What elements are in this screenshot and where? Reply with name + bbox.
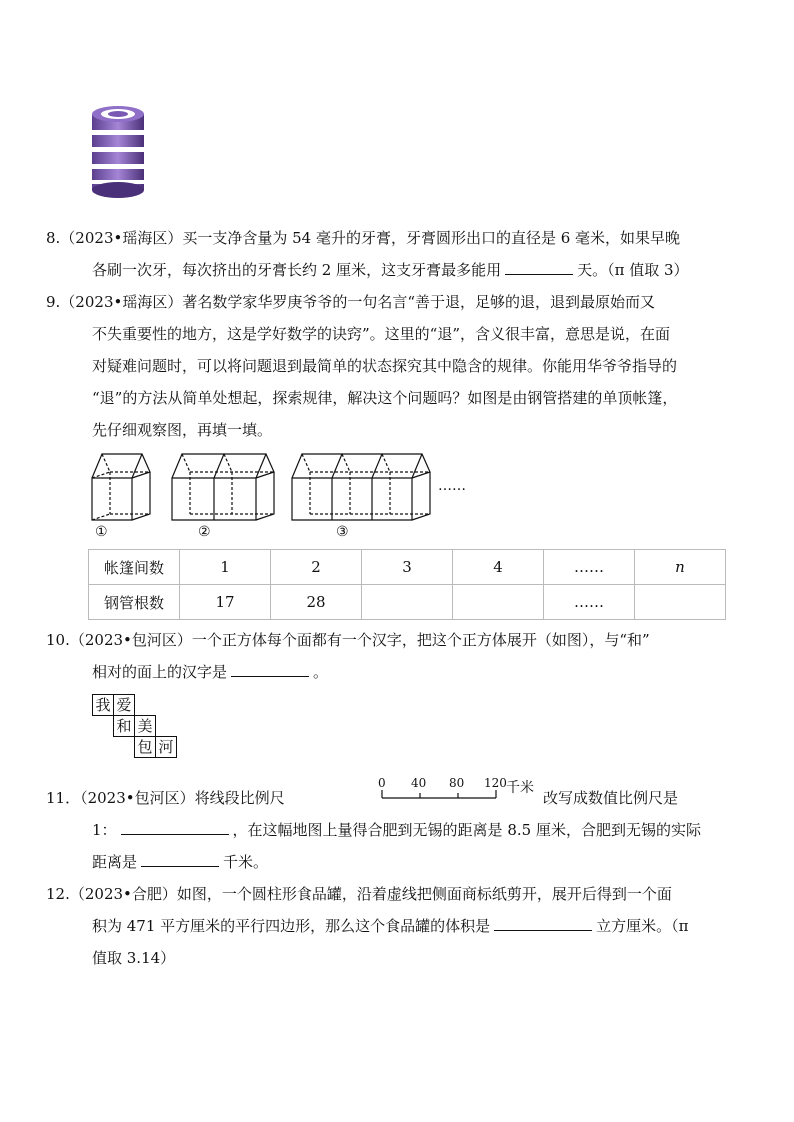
stacked-cylinder-image bbox=[88, 104, 148, 200]
tent-pipe-table bbox=[88, 549, 726, 620]
problem-11-text-before-blank: 距离是 bbox=[92, 853, 138, 871]
problem-9-line-5: 先仔细观察图，再填一填。 bbox=[92, 421, 273, 439]
table-cell: 28 bbox=[271, 585, 362, 620]
problem-11-text-after-blank: ，在这幅地图上量得合肥到无锡的距离是 8.5 厘米，合肥到无锡的实际 bbox=[232, 821, 701, 839]
answer-blank-11b[interactable] bbox=[141, 852, 219, 867]
problem-11-line-3 bbox=[92, 852, 268, 872]
problem-12-line-1: 12.（2023•合肥）如图，一个圆柱形食品罐，沿着虚线把侧面商标纸剪开，展开后得到一个面 bbox=[46, 885, 672, 903]
answer-blank-8[interactable] bbox=[505, 260, 573, 275]
problem-9-line-3: 对疑难问题时，可以将问题退到最简单的状态探究其中隐含的规律。你能用华爷爷指导的 bbox=[92, 357, 678, 375]
tent-figure-2 bbox=[172, 454, 274, 520]
table-cell: 帐篷间数 bbox=[89, 550, 180, 585]
tent-figures bbox=[86, 448, 466, 528]
table-cell: …… bbox=[544, 550, 635, 585]
problem-12-text-before-blank: 积为 471 平方厘米的平行四边形，那么这个食品罐的体积是 bbox=[92, 917, 491, 935]
line-scale-bar bbox=[378, 776, 538, 806]
problem-12-line-3: 值取 3.14） bbox=[92, 949, 176, 967]
table-cell: 3 bbox=[362, 550, 453, 585]
problem-8-text-after-blank: 天。（π 值取 3） bbox=[577, 261, 689, 279]
table-cell: 钢管根数 bbox=[89, 585, 180, 620]
problem-12-line-2 bbox=[92, 916, 689, 936]
tent-figures-ellipsis: …… bbox=[438, 478, 466, 494]
problem-8-line-1: 8.（2023•瑶海区）买一支净含量为 54 毫升的牙膏，牙膏圆形出口的直径是 6 毫米，如果早晚 bbox=[46, 229, 681, 247]
scale-tick-label: 40 bbox=[411, 776, 427, 790]
net-face: 包 bbox=[134, 736, 156, 758]
problem-8-text-before-blank: 各刷一次牙，每次挤出的牙膏长约 2 厘米，这支牙膏最多能用 bbox=[92, 261, 502, 279]
table-cell: 1 bbox=[180, 550, 271, 585]
problem-10-text-before-blank: 相对的面上的汉字是 bbox=[92, 663, 228, 681]
tent-figure-1 bbox=[92, 454, 150, 520]
tent-figure-label-2: ② bbox=[198, 524, 211, 540]
table-cell: n bbox=[635, 550, 726, 585]
net-face: 河 bbox=[155, 736, 177, 758]
problem-10-text-after-blank: 。 bbox=[313, 663, 329, 681]
net-face: 爱 bbox=[113, 694, 135, 716]
table-cell: 4 bbox=[453, 550, 544, 585]
table-row bbox=[89, 550, 726, 585]
answer-cell[interactable] bbox=[635, 585, 726, 620]
problem-10-line-2 bbox=[92, 662, 328, 682]
answer-cell[interactable] bbox=[362, 585, 453, 620]
answer-blank-11a[interactable] bbox=[121, 820, 229, 835]
tent-figure-3 bbox=[292, 454, 430, 520]
net-face: 我 bbox=[92, 694, 114, 716]
cube-net bbox=[92, 694, 188, 764]
problem-12-text-after-blank: 立方厘米。（π bbox=[596, 917, 689, 935]
answer-cell[interactable] bbox=[453, 585, 544, 620]
problem-11-text-end: 千米。 bbox=[223, 853, 269, 871]
problem-8-line-2 bbox=[92, 260, 689, 280]
problem-10-line-1: 10.（2023•包河区）一个正方体每个面都有一个汉字，把这个正方体展开（如图），与“和” bbox=[46, 631, 650, 649]
table-cell: 2 bbox=[271, 550, 362, 585]
answer-blank-12[interactable] bbox=[494, 916, 592, 931]
problem-11-line-1-end: 改写成数值比例尺是 bbox=[543, 789, 679, 807]
scale-tick-label: 80 bbox=[449, 776, 465, 790]
tent-figure-label-3: ③ bbox=[336, 524, 349, 540]
scale-tick-label: 120 bbox=[484, 776, 507, 790]
table-row bbox=[89, 585, 726, 620]
scale-unit: 千米 bbox=[506, 780, 534, 796]
net-face: 和 bbox=[113, 715, 135, 737]
problem-11-ratio-prefix: 1： bbox=[92, 821, 117, 839]
table-cell: 17 bbox=[180, 585, 271, 620]
scale-tick-label: 0 bbox=[378, 776, 386, 790]
net-face: 美 bbox=[134, 715, 156, 737]
problem-11-line-2 bbox=[92, 820, 701, 840]
problem-9-line-4: “退”的方法从简单处想起，探索规律，解决这个问题吗？如图是由钢管搭建的单顶帐篷， bbox=[92, 389, 678, 407]
problem-11-line-1-start: 11．（2023•包河区）将线段比例尺 bbox=[46, 789, 285, 807]
table-cell: …… bbox=[544, 585, 635, 620]
problem-9-line-2: 不失重要性的地方，这是学好数学的诀窍”。这里的“退”，含义很丰富，意思是说，在面 bbox=[92, 325, 671, 343]
tent-figure-label-1: ① bbox=[95, 524, 108, 540]
answer-blank-10[interactable] bbox=[231, 662, 309, 677]
problem-9-line-1: 9.（2023•瑶海区）著名数学家华罗庚爷爷的一句名言“善于退，足够的退，退到最原始而又 bbox=[46, 293, 656, 311]
